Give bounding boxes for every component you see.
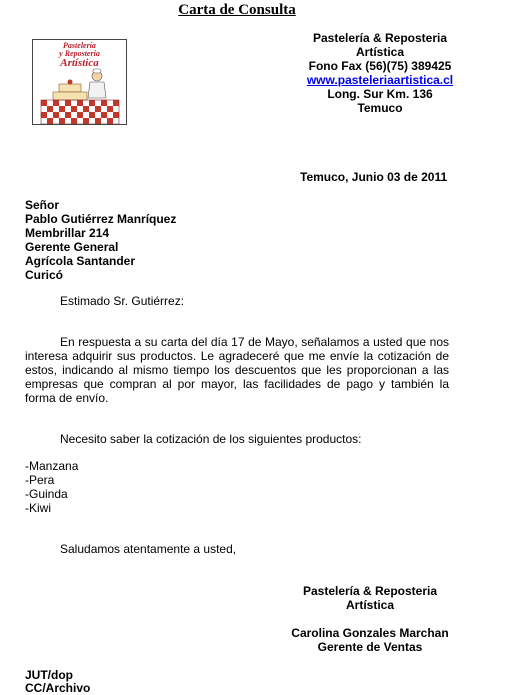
company-phone: Fono Fax (56)(75) 389425 bbox=[308, 59, 452, 73]
body-paragraph: En respuesta a su carta del día 17 de Mayo, señalamos a usted que nos interesa adquirir sus productos. Le agradeceré que me envíe la cotización de estos, indicando al mismo tiempo los descuentos que les proporcionan a las empresas que compran al por mayor, las facilidades de pago y también la forma de envío. bbox=[25, 335, 449, 405]
letter-title: Carta de Consulta bbox=[178, 2, 296, 18]
list-item: -Guinda bbox=[25, 487, 68, 501]
signature-name: Carolina Gonzales Marchan bbox=[291, 626, 449, 640]
list-item: -Kiwi bbox=[25, 501, 51, 515]
signature-company: Pastelería & Reposteria bbox=[302, 584, 438, 598]
company-address: Long. Sur Km. 136 bbox=[327, 87, 433, 101]
signature-position: Gerente de Ventas bbox=[317, 640, 423, 654]
recipient-line: Agrícola Santander bbox=[25, 254, 136, 268]
reference-initials: JUT/dop bbox=[25, 668, 73, 682]
company-city: Temuco bbox=[357, 101, 403, 115]
recipient-line: Membrillar 214 bbox=[25, 226, 110, 240]
product-list bbox=[25, 459, 78, 515]
company-name-line2: Artística bbox=[355, 45, 405, 59]
logo-text-line1: Pastelería bbox=[63, 41, 96, 50]
company-logo bbox=[32, 39, 127, 125]
recipient-block bbox=[25, 198, 176, 282]
logo-illustration bbox=[33, 68, 126, 125]
salutation: Estimado Sr. Gutiérrez: bbox=[60, 294, 185, 308]
signature-company-line2: Artística bbox=[345, 598, 395, 612]
recipient-line: Señor bbox=[25, 198, 60, 212]
recipient-line: Curicó bbox=[25, 268, 64, 282]
closing-line: Saludamos atentamente a usted, bbox=[60, 542, 237, 556]
list-item: -Manzana bbox=[25, 459, 79, 473]
carbon-copy: CC/Archivo bbox=[25, 681, 91, 695]
company-name: Pastelería & Reposteria bbox=[312, 31, 448, 45]
logo-text-line3: Artística bbox=[60, 57, 99, 69]
logo-text-line2: y Reposteria bbox=[59, 49, 100, 58]
request-line: Necesito saber la cotización de los siguientes productos: bbox=[60, 432, 362, 446]
recipient-line: Pablo Gutiérrez Manríquez bbox=[25, 212, 177, 226]
company-website-link[interactable]: www.pasteleriaartistica.cl bbox=[306, 73, 454, 87]
letter-date: Temuco, Junio 03 de 2011 bbox=[300, 170, 448, 184]
recipient-line: Gerente General bbox=[25, 240, 119, 254]
list-item: -Pera bbox=[25, 473, 55, 487]
